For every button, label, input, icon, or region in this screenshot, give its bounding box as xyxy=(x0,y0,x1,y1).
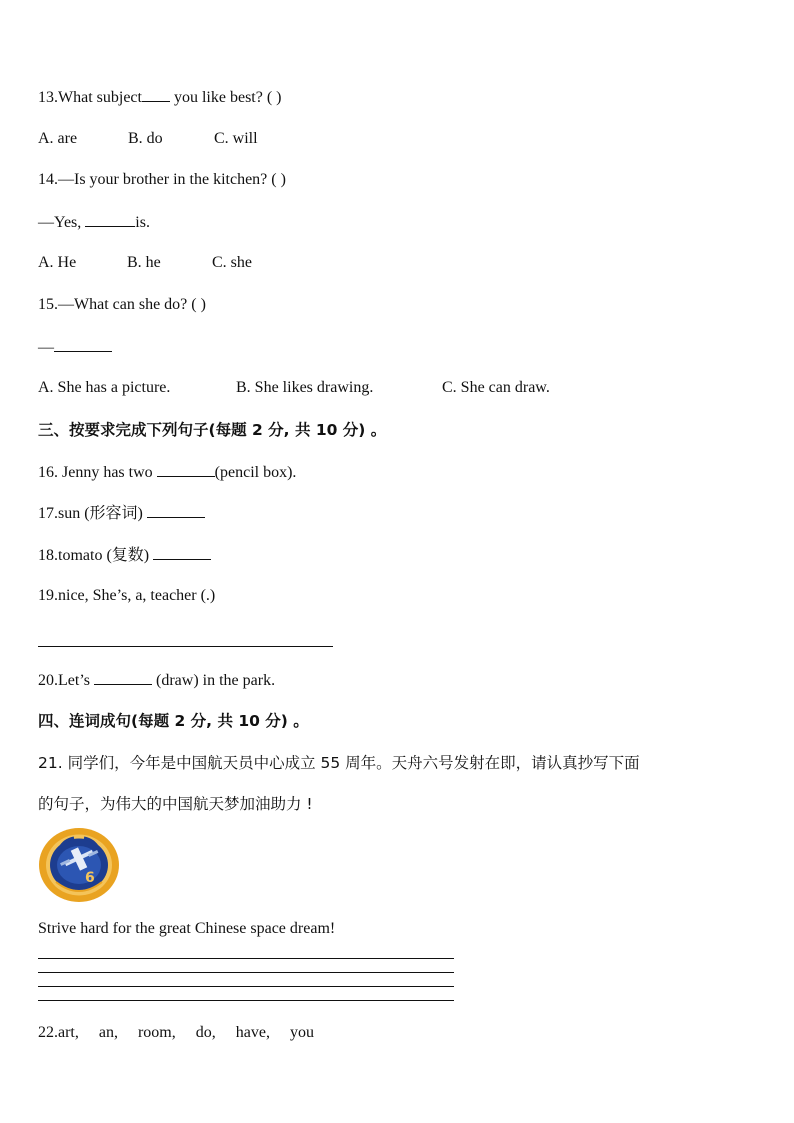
question-19: 19.nice, She’s, a, teacher (.) xyxy=(38,587,216,604)
copy-sentence: Strive hard for the great Chinese space dream! xyxy=(38,920,336,937)
badge-number: 6 xyxy=(85,870,95,886)
writing-line-4[interactable] xyxy=(38,1000,454,1001)
option-b: B. he xyxy=(127,254,161,271)
section-3-heading: 三、按要求完成下列句子(每题 2 分, 共 10 分) 。 xyxy=(38,421,387,439)
option-b: B. She likes drawing. xyxy=(236,379,374,396)
option-c: C. will xyxy=(214,130,258,147)
question-21-line-1: 21. 同学们，今年是中国航天员中心成立 55 周年。天舟六号发射在即，请认真抄写下面 xyxy=(38,754,640,772)
question-17-prefix: 17.sun (形容词) xyxy=(38,505,147,522)
question-13-options xyxy=(38,129,258,149)
section-4-heading: 四、连词成句(每题 2 分, 共 10 分) 。 xyxy=(38,712,309,730)
question-20-prefix: 20.Let’s xyxy=(38,672,94,689)
answer-blank[interactable] xyxy=(147,503,205,518)
answer-blank[interactable] xyxy=(153,545,211,560)
question-13 xyxy=(38,87,282,108)
writing-line-2[interactable] xyxy=(38,972,454,973)
question-18-prefix: 18.tomato (复数) xyxy=(38,547,154,564)
answer-prefix: —Yes, xyxy=(38,214,86,231)
answer-prefix: — xyxy=(38,339,54,356)
answer-blank[interactable] xyxy=(54,337,112,352)
option-a: A. He xyxy=(38,254,77,271)
option-b: B. do xyxy=(128,130,163,147)
question-14-answer xyxy=(38,212,150,233)
question-15-answer xyxy=(38,337,112,358)
writing-line-3[interactable] xyxy=(38,986,454,987)
question-21-line-2: 的句子，为伟大的中国航天梦加油助力 ! xyxy=(38,795,313,813)
question-15: 15.—What can she do? ( ) xyxy=(38,296,206,313)
option-a: A. are xyxy=(38,130,78,147)
answer-line[interactable] xyxy=(38,646,333,647)
answer-blank[interactable] xyxy=(157,462,215,477)
question-22: 22.art, an, room, do, have, you xyxy=(38,1024,314,1041)
question-15-options xyxy=(38,378,550,398)
question-18 xyxy=(38,545,211,566)
writing-line-1[interactable] xyxy=(38,958,454,959)
mission-badge-image xyxy=(38,826,120,904)
question-16 xyxy=(38,462,296,483)
question-14-options xyxy=(38,253,252,273)
option-c: C. She can draw. xyxy=(442,379,550,396)
question-17 xyxy=(38,503,205,524)
tianzhou-6-mission-badge xyxy=(38,826,120,904)
question-20 xyxy=(38,670,275,691)
question-13-suffix: you like best? ( ) xyxy=(169,89,282,106)
answer-blank[interactable] xyxy=(142,87,170,102)
question-13-prefix: 13.What subject xyxy=(38,89,142,106)
answer-blank[interactable] xyxy=(85,212,135,227)
answer-suffix: is. xyxy=(135,214,150,231)
option-c: C. she xyxy=(212,254,252,271)
answer-blank[interactable] xyxy=(94,670,152,685)
question-16-prefix: 16. Jenny has two xyxy=(38,464,157,481)
option-a: A. She has a picture. xyxy=(38,379,171,396)
question-20-suffix: (draw) in the park. xyxy=(152,672,276,689)
question-16-suffix: (pencil box). xyxy=(214,464,297,481)
question-14: 14.—Is your brother in the kitchen? ( ) xyxy=(38,171,286,188)
